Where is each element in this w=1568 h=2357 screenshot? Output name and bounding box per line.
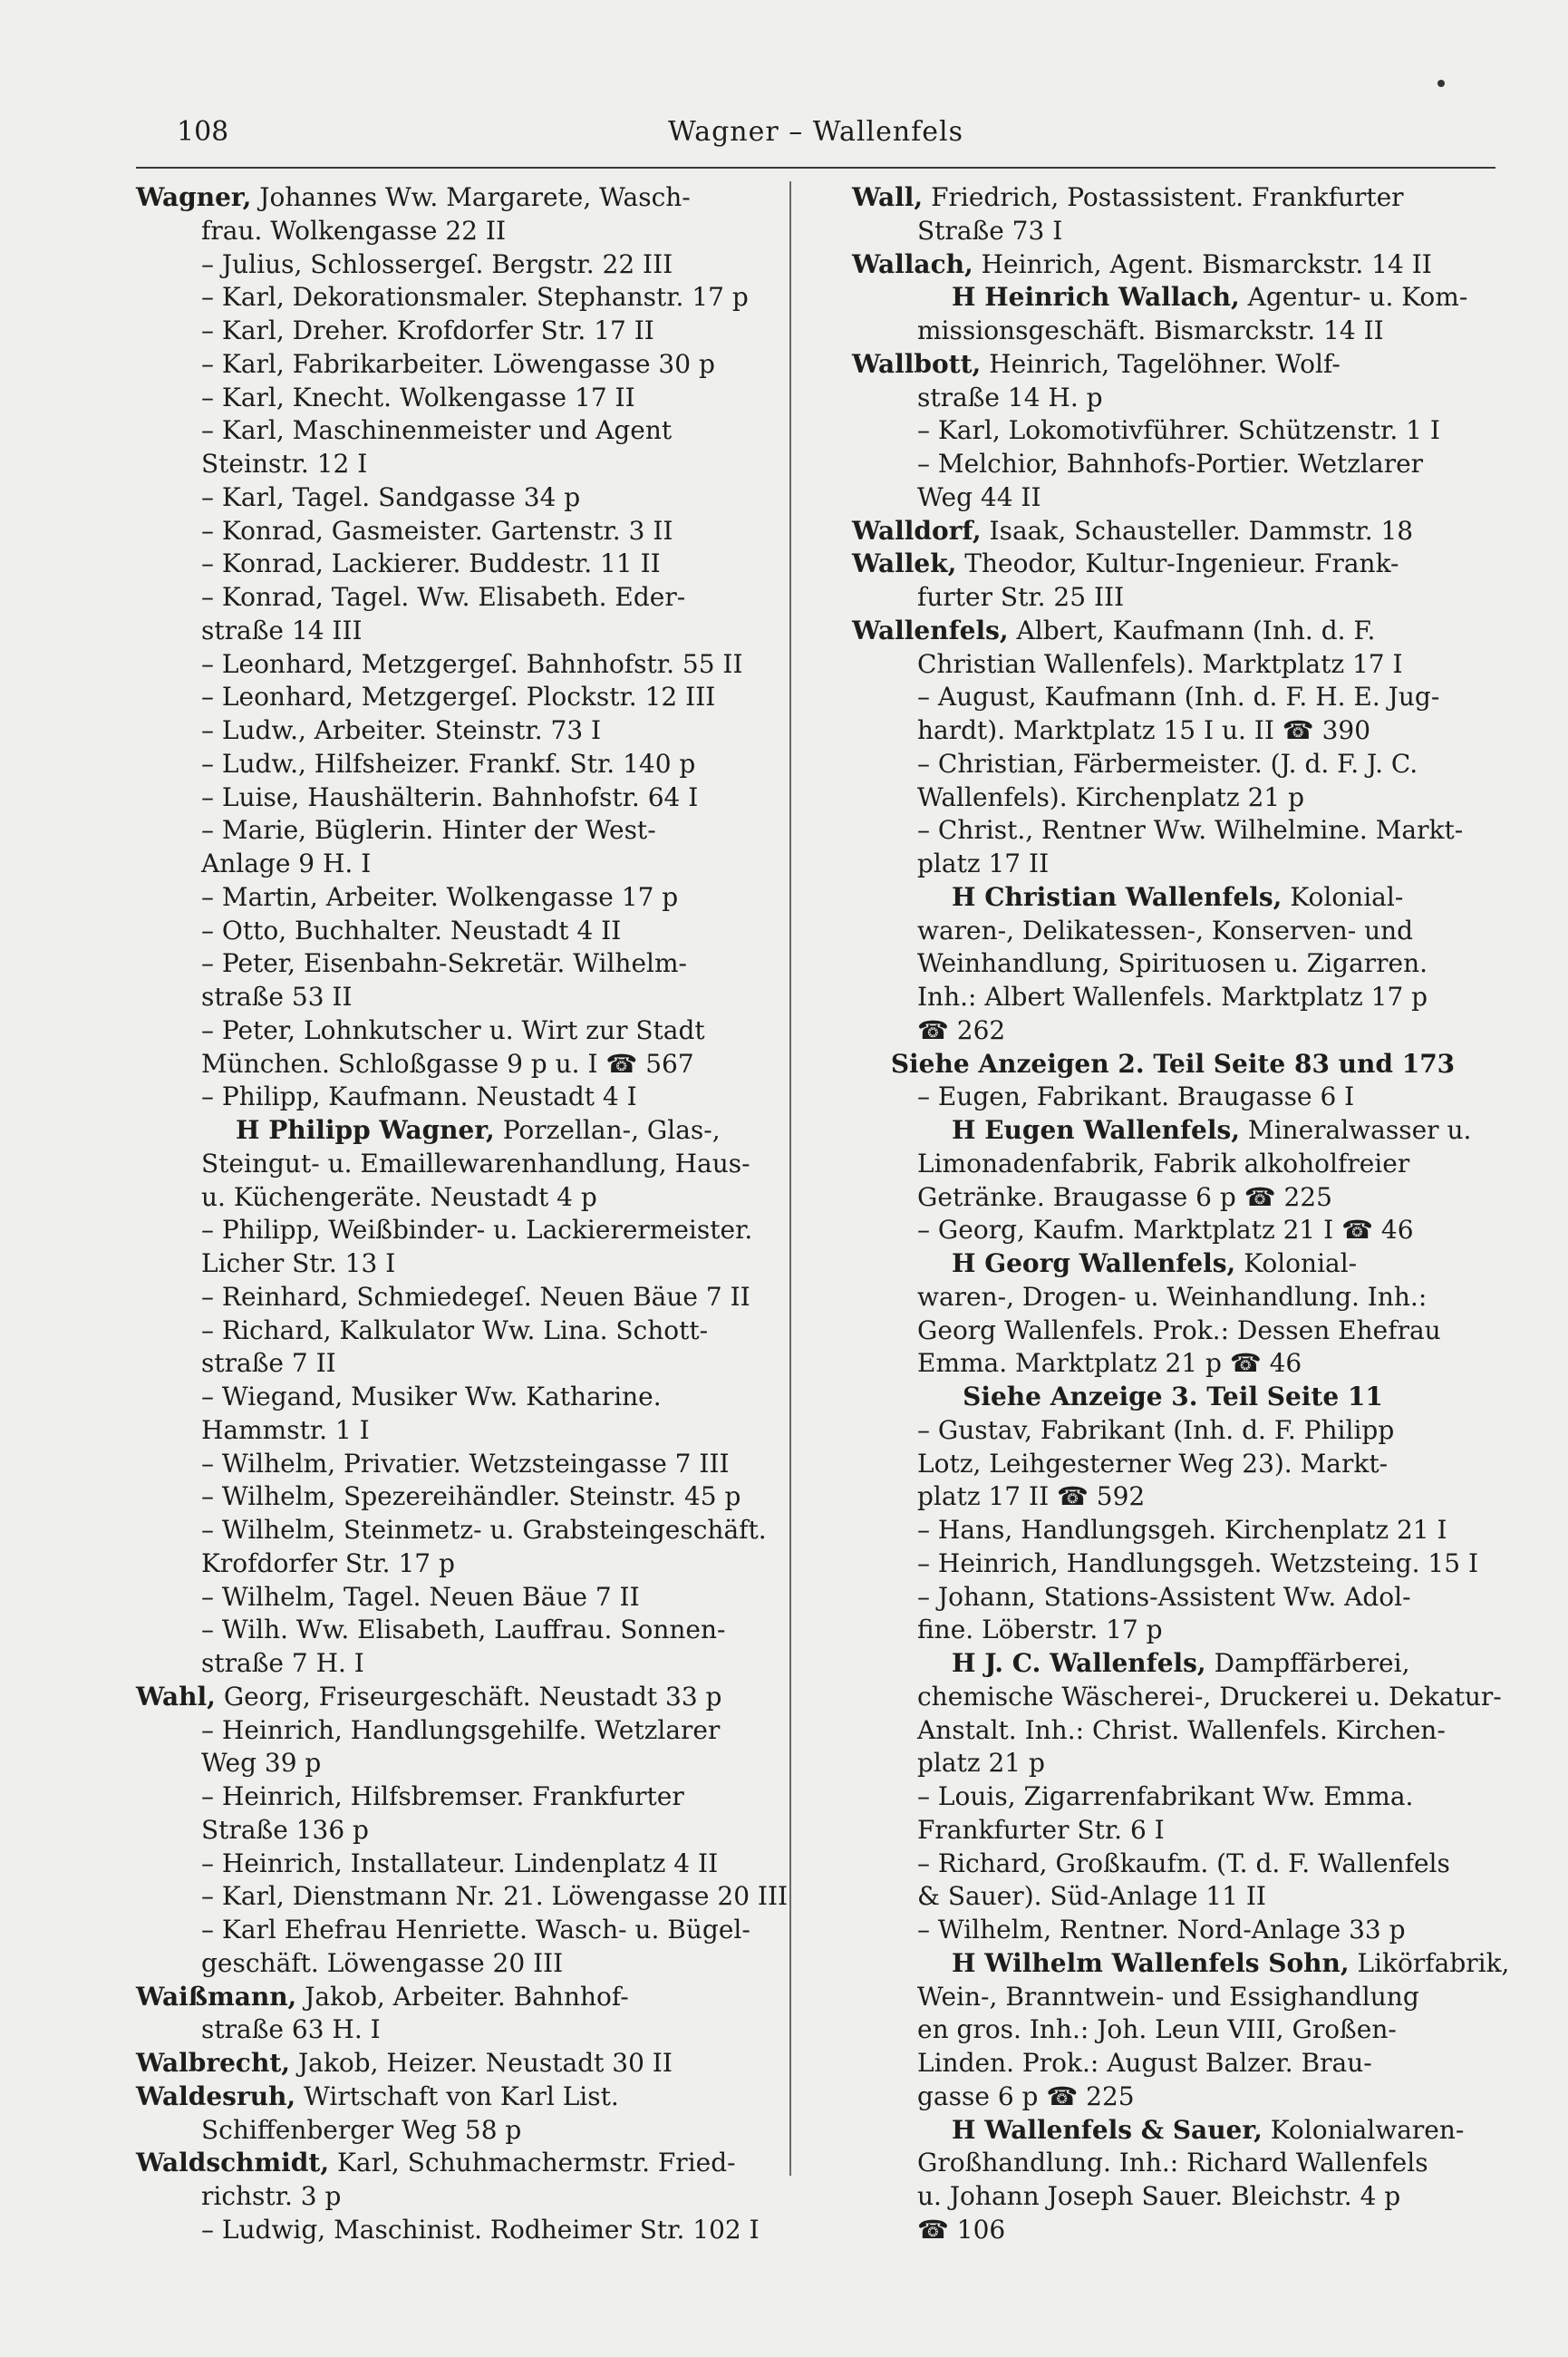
entry-text: ☎ 106 [917,2214,1006,2245]
directory-line [852,1448,1494,1481]
directory-line [852,548,1494,581]
entry-text: – Konrad, Tagel. Ww. Elisabeth. Eder- [201,582,686,612]
directory-line [136,2147,778,2180]
entry-text: – Philipp, Kaufmann. Neustadt 4 I [201,1082,637,1112]
entry-text: Wirtschaft von Karl List. [304,2081,619,2111]
entry-text: platz 17 II ☎ 592 [917,1481,1146,1512]
entry-surname: Waldschmidt, [136,2148,330,2178]
directory-line [136,1214,778,1247]
entry-text: Friedrich, Postassistent. Frankfurter [931,182,1404,212]
directory-line [136,315,778,348]
business-name: H J. C. Wallenfels, [952,1648,1206,1678]
entry-text: Hammstr. 1 I [201,1414,370,1445]
entry-text: straße 53 II [201,982,353,1012]
entry-text: u. Küchengeräte. Neustadt 4 p [201,1181,597,1212]
directory-line [852,1347,1494,1381]
directory-line [852,814,1494,848]
entry-text: – Peter, Eisenbahn-Sekretär. Wilhelm- [201,948,687,979]
entry-text: Krofdorfer Str. 17 p [201,1547,455,1578]
page-number: 108 [177,116,229,148]
entry-text: – Wilhelm, Privatier. Wetzsteingasse 7 III [201,1448,730,1479]
directory-line [852,1880,1494,1914]
directory-line [136,648,778,682]
entry-text: Großhandlung. Inh.: Richard Wallenfels [917,2148,1428,2178]
entry-text: – Karl, Dreher. Krofdorfer Str. 17 II [201,315,654,345]
entry-text: – Ludw., Arbeiter. Steinstr. 73 I [201,715,602,745]
directory-line [136,1514,778,1547]
entry-surname: Waldesruh, [136,2081,296,2111]
directory-line [136,1547,778,1581]
directory-line [136,281,778,315]
directory-line [136,1947,778,1981]
directory-line [136,581,778,615]
entry-text: furter Str. 25 III [917,582,1125,612]
directory-line [136,448,778,481]
entry-text: – Gustav, Fabrikant (Inh. d. F. Philipp [917,1414,1395,1445]
entry-text: Schiffenberger Weg 58 p [201,2114,522,2145]
directory-line [136,915,778,948]
directory-line [852,947,1494,981]
entry-text: – Ludw., Hilfsheizer. Frankf. Str. 140 p [201,748,696,779]
directory-line [852,515,1494,548]
directory-line [852,1547,1494,1581]
directory-line [136,1381,778,1414]
entry-text: Kolonial- [1244,1248,1358,1278]
directory-line [136,1647,778,1681]
directory-line [136,2180,778,2214]
directory-line [852,281,1494,315]
entry-text: Christian Wallenfels). Marktplatz 17 I [917,648,1403,679]
directory-line [852,1214,1494,1247]
directory-line [852,2180,1494,2214]
entry-text: – Karl, Maschinenmeister und Agent [201,415,673,446]
entry-text: – Konrad, Lackierer. Buddestr. 11 II [201,548,661,579]
entry-surname: Walldorf, [852,515,982,546]
entry-text: Heinrich, Tagelöhner. Wolf- [989,348,1341,379]
entry-text: – Julius, Schlossergeſ. Bergstr. 22 III [201,248,673,279]
entry-text: – Konrad, Gasmeister. Gartenstr. 3 II [201,515,673,546]
directory-line [852,382,1494,415]
directory-line [852,1081,1494,1114]
right-column [852,181,1510,2247]
directory-line [136,1148,778,1181]
directory-line [136,748,778,781]
entry-text: – Melchior, Bahnhofs-Portier. Wetzlarer [917,449,1424,479]
entry-text: – Wilhelm, Rentner. Nord-Anlage 33 p [917,1915,1406,1945]
directory-line [852,1381,1494,1414]
directory-line [136,848,778,881]
directory-line [136,1747,778,1780]
directory-line [136,781,778,815]
entry-surname: Wallek, [852,548,957,579]
entry-text: – Eugen, Fabrikant. Braugasse 6 I [917,1082,1355,1112]
directory-line [852,1014,1494,1048]
entry-text: waren-, Delikatessen-, Konserven- und [917,915,1414,946]
directory-line [136,714,778,748]
business-name: H Georg Wallenfels, [952,1248,1236,1278]
directory-line [136,1814,778,1848]
entry-surname: Wahl, [136,1681,216,1712]
directory-line [852,581,1494,615]
entry-text: Likörfabrik, [1357,1947,1510,1978]
directory-line [136,2047,778,2081]
entry-text: Jakob, Arbeiter. Bahnhof- [305,1981,629,2012]
directory-line [852,414,1494,448]
entry-text: en gros. Inh.: Joh. Leun VIII, Großen- [917,2014,1397,2045]
entry-text: Theodor, Kultur-Ingenieur. Frank- [964,548,1399,579]
ink-speck [1437,80,1445,87]
directory-line [852,1414,1494,1448]
entry-text: Porzellan-, Glas-, [502,1115,721,1145]
directory-line [852,714,1494,748]
directory-line [136,1581,778,1615]
entry-text: – Philipp, Weißbinder- u. Lackierermeister. [201,1215,753,1246]
entry-text: – Richard, Kalkulator Ww. Lina. Schott- [201,1314,709,1345]
directory-line [852,848,1494,881]
directory-line [852,981,1494,1014]
directory-line [136,215,778,248]
entry-text: – Johann, Stations-Assistent Ww. Adol- [917,1581,1411,1612]
directory-line [136,1014,778,1048]
directory-line [136,1114,778,1148]
directory-line [852,1514,1494,1547]
directory-line [852,1681,1502,1714]
directory-line [852,2047,1494,2081]
entry-text: Frankfurter Str. 6 I [917,1814,1165,1845]
directory-line [852,1947,1510,1981]
entry-text: – Heinrich, Handlungsgehilfe. Wetzlarer [201,1714,721,1745]
entry-surname: Wall, [852,182,924,212]
entry-text: Straße 136 p [201,1814,369,1845]
directory-line [136,2214,778,2247]
entry-text: – Karl, Dienstmann Nr. 21. Löwengasse 20 III [201,1881,789,1912]
directory-line [136,1614,778,1647]
entry-text: – Ludwig, Maschinist. Rodheimer Str. 102 I [201,2214,760,2245]
entry-text: Dampffärberei, [1214,1648,1410,1678]
directory-line [136,881,778,915]
directory-line [136,1247,778,1281]
entry-text: Limonadenfabrik, Fabrik alkoholfreier [917,1148,1410,1178]
directory-line [136,348,778,382]
directory-line [136,481,778,515]
entry-text: frau. Wolkengasse 22 II [201,215,507,246]
directory-line [852,1614,1494,1647]
entry-text: – Martin, Arbeiter. Wolkengasse 17 p [201,881,679,912]
entry-surname: Wagner, [136,182,252,212]
directory-line [852,1281,1494,1314]
entry-text: Licher Str. 13 I [201,1248,396,1278]
directory-line [852,1647,1494,1681]
directory-line [852,315,1494,348]
entry-text: Mineralwasser u. [1247,1115,1472,1145]
directory-line [136,1848,778,1881]
entry-text: Weinhandlung, Spirituosen u. Zigarren. [917,948,1428,979]
entry-text: Weg 44 II [917,481,1041,512]
entry-text: Albert, Kaufmann (Inh. d. F. [1016,615,1376,645]
entry-text: chemische Wäscherei-, Druckerei u. Dekatur- [917,1681,1502,1712]
directory-line [852,2013,1494,2047]
entry-text: – Karl Ehefrau Henriette. Wasch- u. Bügel- [201,1915,750,1945]
entry-text: Linden. Prok.: August Balzer. Brau- [917,2048,1372,2078]
header-rule [136,167,1495,169]
entry-text: fine. Löberstr. 17 p [917,1615,1163,1645]
entry-text: Steingut- u. Emaillewarenhandlung, Haus- [201,1148,750,1178]
directory-line [852,1981,1494,2014]
directory-line [136,1981,778,2014]
entry-text: Karl, Schuhmachermstr. Fried- [336,2148,736,2178]
entry-text: – Otto, Buchhalter. Neustadt 4 II [201,915,622,946]
directory-line [852,2214,1494,2247]
entry-text: – Heinrich, Installateur. Lindenplatz 4 II [201,1848,719,1878]
directory-line [136,414,778,448]
entry-text: straße 7 II [201,1348,336,1379]
directory-line [852,181,1494,215]
directory-line [852,2114,1494,2148]
entry-text: – Wilh. Ww. Elisabeth, Lauffrau. Sonnen- [201,1615,726,1645]
directory-line [136,1347,778,1381]
directory-line [136,248,778,282]
directory-line [136,1048,778,1082]
entry-text: München. Schloßgasse 9 p u. I ☎ 567 [201,1048,694,1079]
directory-line [136,1414,778,1448]
entry-text: waren-, Drogen- u. Weinhandlung. Inh.: [917,1281,1428,1312]
directory-line [136,1914,778,1947]
entry-text: gasse 6 p ☎ 225 [917,2081,1135,2111]
directory-line [136,1448,778,1481]
entry-text: – Karl, Lokomotivführer. Schützenstr. 1 I [917,415,1440,446]
entry-text: straße 14 H. p [917,382,1103,412]
directory-line [852,1581,1494,1615]
entry-text: richstr. 3 p [201,2181,342,2211]
entry-text: – Wilhelm, Steinmetz- u. Grabsteingeschäft. [201,1515,767,1545]
directory-line [136,1480,778,1514]
directory-line [136,1314,778,1348]
directory-line [136,1714,778,1748]
entry-text: Kolonialwaren- [1270,2114,1465,2145]
directory-line [136,615,778,648]
entry-text: geschäft. Löwengasse 20 III [201,1947,564,1978]
business-name: H Heinrich Wallach, [952,282,1240,313]
entry-text: Georg Wallenfels. Prok.: Dessen Ehefrau [917,1314,1441,1345]
directory-line [852,1780,1494,1814]
entry-text: Getränke. Braugasse 6 p ☎ 225 [917,1181,1332,1212]
entry-surname: Waißmann, [136,1981,297,2012]
entry-text: Agentur- u. Kom- [1247,282,1468,313]
entry-text: Weg 39 p [201,1748,322,1779]
entry-text: – Louis, Zigarrenfabrikant Ww. Emma. [917,1781,1414,1811]
directory-line [136,1880,789,1914]
entry-surname: Walbrecht, [136,2048,291,2078]
entry-text: Anstalt. Inh.: Christ. Wallenfels. Kirchen- [917,1714,1446,1745]
entry-text: – August, Kaufmann (Inh. d. F. H. E. Jug- [917,682,1440,713]
directory-line [852,1148,1494,1181]
entry-text: Straße 73 I [917,215,1063,246]
entry-text: & Sauer). Süd-Anlage 11 II [917,1881,1266,1912]
left-column [136,181,789,2247]
directory-line [136,2114,778,2148]
entry-text: – Wilhelm, Spezereihändler. Steinstr. 45 p [201,1481,741,1512]
entry-text: – Marie, Büglerin. Hinter der West- [201,815,656,846]
directory-line [852,348,1494,382]
entry-text: – Wiegand, Musiker Ww. Katharine. [201,1382,662,1411]
directory-line [136,515,778,548]
entry-text: – Richard, Großkaufm. (T. d. F. Wallenfels [917,1848,1450,1878]
entry-text: – Peter, Lohnkutscher u. Wirt zur Stadt [201,1014,705,1045]
directory-line [852,481,1494,515]
entry-text: Heinrich, Agent. Bismarckstr. 14 II [981,248,1432,279]
page-header [136,116,1495,163]
business-name: H Christian Wallenfels, [952,881,1282,912]
directory-line [136,548,778,581]
entry-text: – Georg, Kaufm. Marktplatz 21 I ☎ 46 [917,1215,1414,1246]
entry-text: – Leonhard, Metzgergeſ. Bahnhofstr. 55 II [201,648,743,679]
directory-line [852,781,1494,815]
directory-line [852,2081,1494,2114]
entry-text: Johannes Ww. Margarete, Wasch- [259,182,691,212]
entry-text: – Reinhard, Schmiedegeſ. Neuen Bäue 7 II [201,1281,750,1312]
entry-text: straße 7 H. I [201,1648,364,1678]
directory-line [852,1814,1494,1848]
entry-text: Jakob, Heizer. Neustadt 30 II [297,2048,673,2078]
entry-text: missionsgeschäft. Bismarckstr. 14 II [917,315,1384,345]
directory-line [852,881,1494,915]
directory-line [852,1314,1494,1348]
entry-text: Wallenfels). Kirchenplatz 21 p [917,781,1305,812]
directory-line [852,915,1494,948]
entry-text: Steinstr. 12 I [201,449,368,479]
entry-text: – Christ., Rentner Ww. Wilhelmine. Markt- [917,815,1464,846]
entry-surname: Wallbott, [852,348,982,379]
entry-text: Georg, Friseurgeschäft. Neustadt 33 p [223,1681,722,1712]
directory-line [136,1081,778,1114]
entry-text: – Leonhard, Metzgergeſ. Plockstr. 12 III [201,682,716,713]
entry-text: – Karl, Tagel. Sandgasse 34 p [201,481,581,512]
directory-line [852,1747,1494,1780]
directory-line [136,1281,778,1314]
directory-line [852,681,1494,714]
directory-line [852,615,1494,648]
directory-line [136,2081,778,2114]
entry-text: – Heinrich, Handlungsgeh. Wetzsteing. 15 I [917,1547,1479,1578]
entry-text: platz 17 II [917,849,1050,878]
directory-line [852,2147,1494,2180]
directory-line [136,1780,778,1814]
directory-line [136,2013,778,2047]
directory-line [852,1181,1494,1215]
business-name: H Philipp Wagner, [236,1115,495,1145]
entry-text: – Wilhelm, Tagel. Neuen Bäue 7 II [201,1581,640,1612]
directory-line [136,947,778,981]
entry-text: – Karl, Dekorationsmaler. Stephanstr. 17 p [201,282,749,313]
directory-line [136,981,778,1014]
entry-text: hardt). Marktplatz 15 I u. II ☎ 390 [917,715,1371,745]
entry-text: straße 14 III [201,615,363,645]
directory-line [852,1714,1494,1748]
directory-line [852,248,1494,282]
entry-surname: Wallenfels, [852,615,1009,645]
directory-line [136,1181,778,1215]
entry-text: Emma. Marktplatz 21 p ☎ 46 [917,1348,1302,1379]
entry-text: Lotz, Leihgesterner Weg 23). Markt- [917,1448,1389,1479]
directory-line [852,215,1494,248]
entry-text: u. Johann Joseph Sauer. Bleichstr. 4 p [917,2181,1401,2211]
entry-text: – Karl, Knecht. Wolkengasse 17 II [201,382,635,412]
entry-text: – Hans, Handlungsgeh. Kirchenplatz 21 I [917,1515,1447,1545]
directory-line [136,814,778,848]
entry-text: platz 21 p [917,1748,1045,1779]
directory-line [852,1114,1494,1148]
entry-text: – Heinrich, Hilfsbremser. Frankfurter [201,1781,684,1811]
directory-line [852,1048,1494,1082]
directory-line [852,748,1494,781]
directory-line [136,181,778,215]
entry-text: Isaak, Schausteller. Dammstr. 18 [989,515,1414,546]
entry-text: Siehe Anzeigen 2. Teil Seite 83 und 173 [890,1048,1456,1079]
entry-text: Wein-, Branntwein- und Essighandlung [917,1981,1419,2012]
directory-line [852,1247,1494,1281]
directory-line [852,648,1494,682]
directory-line [136,681,778,714]
running-head: Wagner – Wallenfels [667,116,964,148]
entry-text: Siehe Anzeige 3. Teil Seite 11 [963,1382,1383,1411]
column-divider [789,181,791,2176]
directory-line [852,1848,1494,1881]
entry-text: ☎ 262 [917,1014,1006,1045]
directory-line [136,382,778,415]
entry-text: straße 63 H. I [201,2014,381,2045]
entry-text: Inh.: Albert Wallenfels. Marktplatz 17 p [917,982,1428,1012]
directory-line [852,1914,1494,1947]
business-name: H Wallenfels & Sauer, [952,2114,1263,2145]
directory-line [136,1681,778,1714]
business-name: H Wilhelm Wallenfels Sohn, [952,1947,1350,1978]
entry-text: Anlage 9 H. I [201,849,372,878]
entry-text: – Christian, Färbermeister. (J. d. F. J. C. [917,748,1418,779]
entry-text: – Karl, Fabrikarbeiter. Löwengasse 30 p [201,348,715,379]
directory-line [852,1480,1494,1514]
entry-text: Kolonial- [1290,881,1404,912]
directory-line [852,448,1494,481]
entry-surname: Wallach, [852,248,973,279]
business-name: H Eugen Wallenfels, [952,1115,1241,1145]
entry-text: – Luise, Haushälterin. Bahnhofstr. 64 I [201,781,699,812]
